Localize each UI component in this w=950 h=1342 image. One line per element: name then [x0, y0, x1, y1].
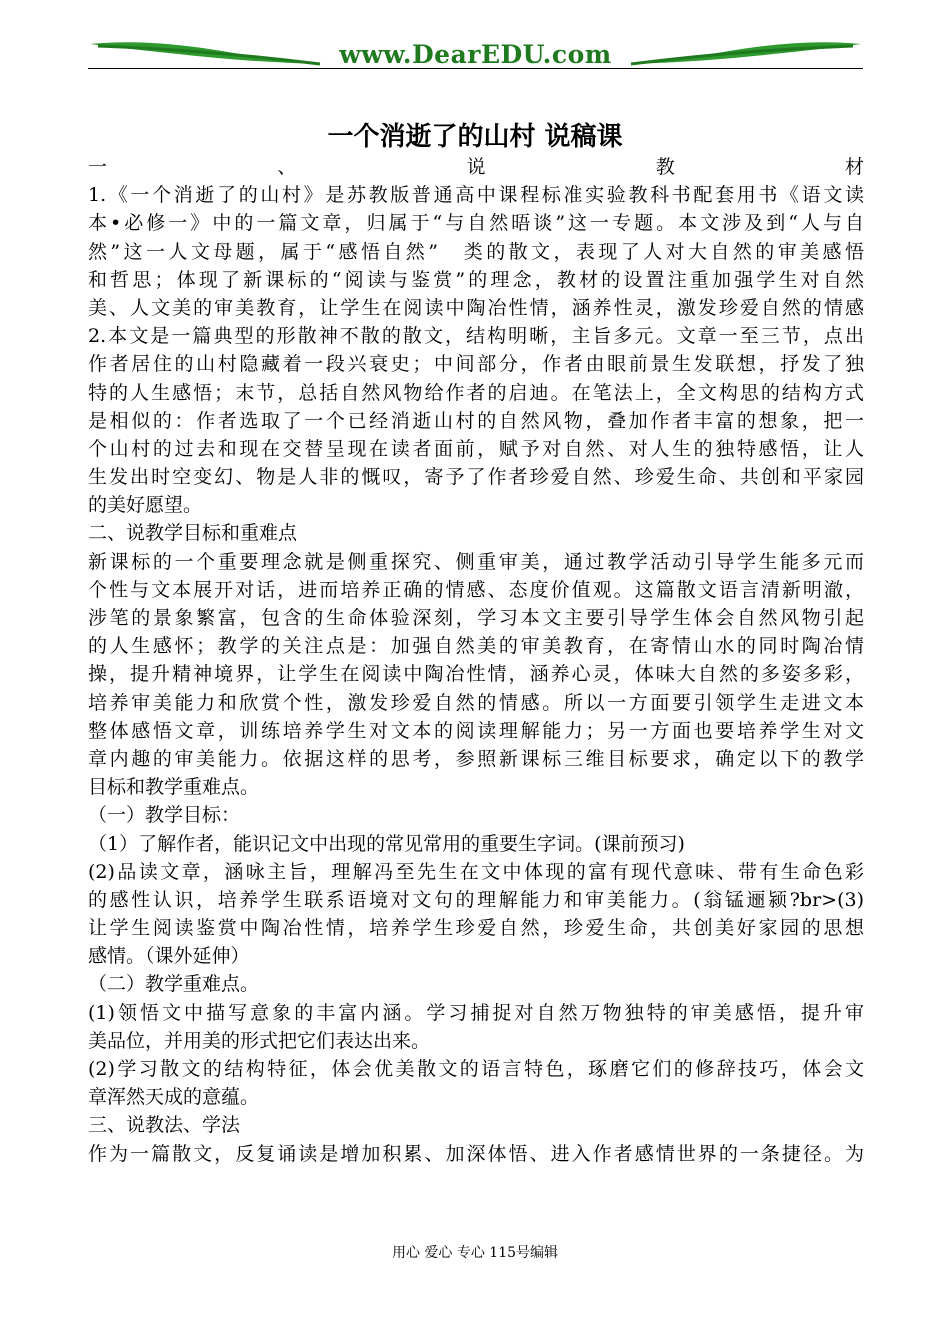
subsection-heading: （二）教学重难点。 [88, 973, 260, 996]
text-line: 的美好愿望。 [88, 494, 203, 517]
text-line: 的人生感怀；教学的关注点是：加强自然美的审美教育，在寄情山水的同时陶冶情 [88, 635, 864, 658]
text-line: 作者居住的山村隐藏着一段兴衰史；中间部分，作者由眼前景生发联想，抒发了独 [88, 353, 864, 376]
text-line: 目标和教学重难点。 [88, 776, 260, 799]
section-heading: 三、说教法、学法 [88, 1114, 241, 1137]
text-line: 培养审美能力和欣赏个性，激发珍爱自然的情感。所以一方面要引领学生走进文本 [88, 691, 864, 714]
text-line: 整体感悟文章，训练培养学生对文本的阅读理解能力；另一方面也要培养学生对文 [88, 719, 864, 742]
text-line: 是相似的：作者选取了一个已经消逝山村的自然风物，叠加作者丰富的想象，把一 [88, 409, 864, 432]
text-line: 章浑然天成的意蕴。 [88, 1086, 260, 1109]
site-logo-text: www.DearEDU.com [339, 40, 612, 69]
text-line: 的感性认识，培养学生联系语境对文句的理解能力和审美能力。(翁锰逦颍?br>(3) [88, 888, 864, 911]
text-line: 章内趣的审美能力。依据这样的思考，参照新课标三维目标要求，确定以下的教学 [88, 747, 864, 770]
text-line: 个性与文本展开对话，进而培养正确的情感、态度价值观。这篇散文语言清新明澈， [88, 578, 864, 601]
text-line: 2.本文是一篇典型的形散神不散的散文，结构明晰，主旨多元。文章一至三节，点出 [88, 325, 864, 348]
text-line: (1)领悟文中描写意象的丰富内涵。学习捕捉对自然万物独特的审美感悟，提升审 [88, 1001, 864, 1024]
text-line: 感情。（课外延伸） [88, 945, 250, 968]
header-divider [88, 68, 863, 69]
text-line: 让学生阅读鉴赏中陶冶性情，培养学生珍爱自然，珍爱生命，共创美好家园的思想 [88, 917, 864, 940]
document-body [88, 153, 864, 1168]
site-header [88, 36, 863, 70]
text-line: 操，提升精神境界，让学生在阅读中陶冶性情，涵养心灵，体味大自然的多姿多彩， [88, 663, 864, 686]
text-line: 和哲思；体现了新课标的“阅读与鉴赏”的理念，教材的设置注重加强学生对自然 [88, 268, 864, 291]
text-line: 个山村的过去和现在交替呈现在读者面前，赋予对自然、对人生的独特感悟，让人 [88, 437, 864, 460]
text-line: (2)学习散文的结构特征，体会优美散文的语言特色，琢磨它们的修辞技巧，体会文 [88, 1058, 864, 1080]
text-line: 涉笔的景象繁富，包含的生命体验深刻，学习本文主要引导学生体会自然风物引起 [88, 607, 864, 629]
text-line: 美、人文美的审美教育，让学生在阅读中陶冶性情，涵养性灵，激发珍爱自然的情感 [88, 296, 864, 319]
text-line: （1）了解作者，能识记文中出现的常见常用的重要生字词。(课前预习) [88, 832, 685, 855]
subsection-heading: （一）教学目标： [88, 804, 241, 827]
text-line: 生发出时空变幻、物是人非的慨叹，寄予了作者珍爱自然、珍爱生命、共创和平家园 [88, 466, 864, 489]
text-line: 1.《一个消逝了的山村》是苏教版普通高中课程标准实验教科书配套用书《语文读 [88, 184, 864, 207]
text-line: 新课标的一个重要理念就是侧重探究、侧重审美，通过教学活动引导学生能多元而 [88, 550, 864, 573]
text-line: 一、说教材 [88, 156, 864, 178]
page-footer: 用心 爱心 专心 115号编辑 [391, 1245, 559, 1261]
text-line: 本•必修一》中的一篇文章，归属于“与自然晤谈”这一专题。本文涉及到“人与自 [88, 212, 864, 235]
text-line: 然”这一人文母题，属于“感悟自然” 类的散文，表现了人对大自然的审美感悟 [88, 240, 864, 263]
section-heading: 二、说教学目标和重难点 [88, 522, 298, 545]
text-line: 美品位，并用美的形式把它们表达出来。 [88, 1029, 431, 1052]
document-title: 一个消逝了的山村 说稿课 [327, 122, 623, 152]
text-line: (2)品读文章，涵咏主旨，理解冯至先生在文中体现的富有现代意味、带有生命色彩 [88, 860, 864, 883]
text-line: 作为一篇散文，反复诵读是增加积累、加深体悟、进入作者感情世界的一条捷径。为 [88, 1142, 864, 1165]
text-line: 特的人生感悟；末节，总括自然风物给作者的启迪。在笔法上，全文构思的结构方式 [88, 381, 864, 404]
